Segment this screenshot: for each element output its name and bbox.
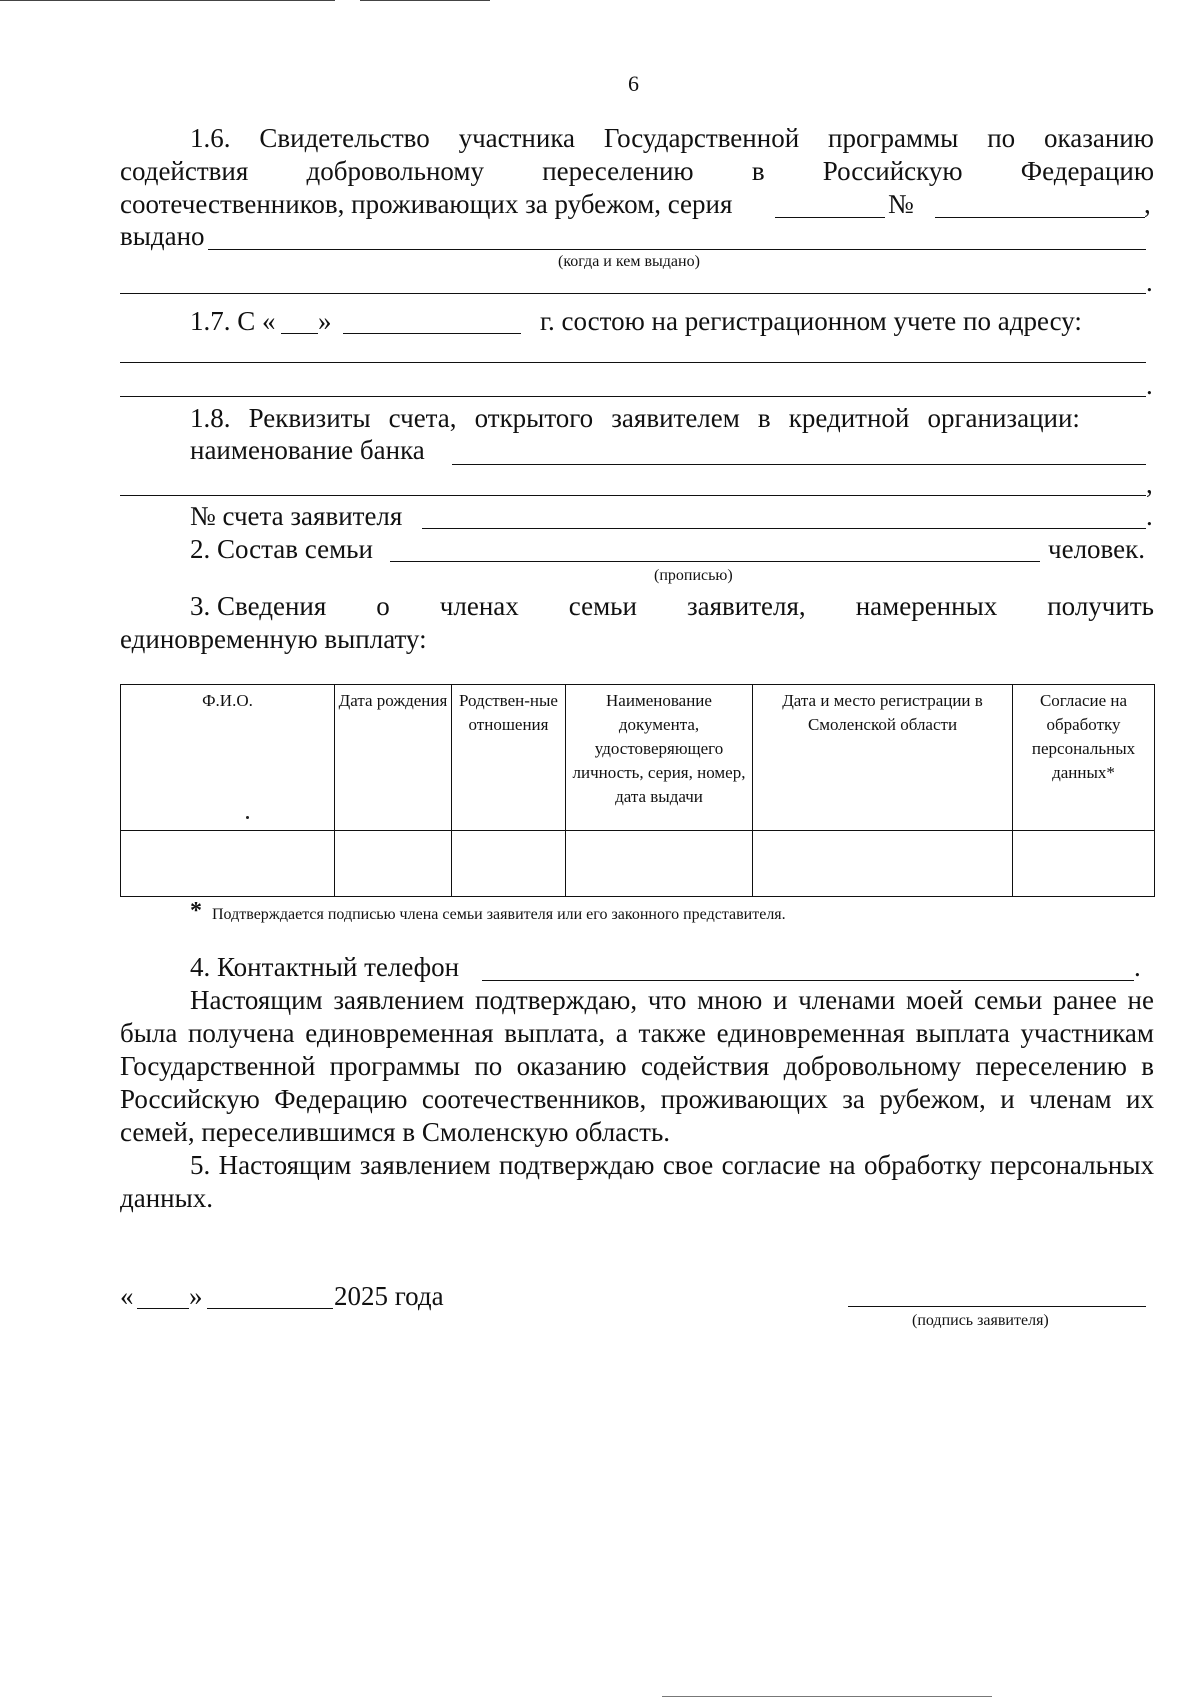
text-segment: программы [828, 123, 959, 153]
text-segment: семьи [568, 591, 637, 621]
contact-phone-field[interactable] [482, 980, 1134, 981]
registration-address-field[interactable] [120, 362, 1146, 363]
cell-registration[interactable] [753, 831, 1013, 897]
cell-relationship[interactable] [452, 831, 566, 897]
text-segment: Реквизиты [248, 403, 371, 433]
number-sign: № [888, 189, 914, 219]
text-segment: Свидетельство [259, 123, 430, 153]
scan-artifact-line [360, 0, 490, 1]
text-segment: переселению [542, 156, 694, 186]
text-segment: Федерацию [1020, 156, 1154, 186]
section-1-7-prefix: 1.7. С « [190, 306, 276, 336]
text-segment: членах [439, 591, 519, 621]
text-segment: заявителем [611, 403, 740, 433]
period: . [1146, 501, 1153, 531]
text-segment: открытого [474, 403, 594, 433]
section-1-6-line-2 [120, 155, 1154, 187]
footnote-text: Подтверждается подписью члена семьи заявителя или его законного представителя. [212, 906, 786, 923]
text-segment: участника [458, 123, 576, 153]
registration-day-field[interactable] [281, 333, 318, 334]
text-segment: Российскую [822, 156, 963, 186]
section-1-7-text: г. состою на регистрационном учете по адресу: [540, 306, 1082, 336]
table-header-row [121, 685, 1155, 831]
page-number: 6 [628, 71, 639, 96]
date-quote-close: » [189, 1281, 203, 1311]
text-segment: Государственной [603, 123, 800, 153]
period: . [1134, 952, 1141, 982]
family-members-table [120, 684, 1155, 897]
column-header-registration: Дата и место регистрации в Смоленской области [753, 685, 1013, 831]
text-segment: в [757, 403, 771, 433]
text-segment: оказанию [1044, 123, 1154, 153]
quote-close: » [318, 306, 332, 336]
text-segment: 1.6. [190, 123, 231, 153]
bank-name-field[interactable] [452, 464, 1146, 465]
period: . [1146, 267, 1153, 297]
comma: , [1146, 469, 1153, 499]
account-number-label: № счета заявителя [190, 501, 403, 531]
issued-field[interactable] [208, 249, 1146, 250]
consent-text: 5. Настоящим заявлением подтверждаю свое согласие на обработку персональных данных. [120, 1150, 1154, 1213]
text-segment: кредитной [788, 403, 910, 433]
cell-birth-date[interactable] [335, 831, 452, 897]
account-number-field[interactable] [422, 528, 1146, 529]
cell-fio[interactable] [121, 831, 335, 897]
text-segment: намеренных [855, 591, 998, 621]
scan-artifact-line [662, 1696, 992, 1697]
section-1-6-line-1 [190, 122, 1154, 154]
column-header-identity-document: Наименование документа, удостоверяющего личность, серия, номер, дата выдачи [566, 685, 753, 831]
date-quote-open: « [120, 1281, 134, 1311]
registration-address-field-2[interactable] [120, 396, 1146, 397]
scan-artifact-line [0, 0, 335, 1]
issued-label: выдано [120, 221, 205, 251]
section-1-8-line-1 [190, 402, 1080, 434]
issued-hint: (когда и кем выдано) [558, 253, 700, 270]
text-segment: получить [1047, 591, 1154, 621]
family-size-suffix: человек. [1048, 534, 1145, 564]
text-segment: 3. Сведения [190, 591, 327, 621]
signature-hint: (подпись заявителя) [912, 1312, 1049, 1329]
issued-field-continuation[interactable] [120, 293, 1146, 294]
text-segment: заявителя, [686, 591, 806, 621]
confirmation-text: Настоящим заявлением подтверждаю, что мною и членами моей семьи ранее не была получена единовременная выплата, а также единовременная выплата участникам Государственной программы по оказанию содействия добровольному переселению в Российскую Федерацию соотечественников, проживающих за рубежом, и членам их семей, переселившимся в Смоленскую область. [120, 985, 1154, 1147]
text-segment: счета, [388, 403, 457, 433]
bank-name-label: наименование банка [190, 435, 425, 465]
comma: , [1144, 189, 1151, 219]
section-3-line-1 [190, 590, 1154, 622]
consent-paragraph [120, 1149, 1154, 1215]
period: . [1146, 370, 1153, 400]
column-header-birth-date: Дата рождения [335, 685, 452, 831]
text-segment: 1.8. [190, 403, 231, 433]
section-1-6-series-label: соотечественников, проживающих за рубежом, серия [120, 189, 733, 219]
signature-day-field[interactable] [137, 1308, 189, 1309]
contact-phone-label: 4. Контактный телефон [190, 952, 460, 982]
cell-identity-document[interactable] [566, 831, 753, 897]
certificate-number-field[interactable] [935, 217, 1145, 218]
column-header-fio: Ф.И.О. [121, 685, 335, 831]
section-3-line-2: единовременную выплату: [120, 624, 427, 654]
text-segment: по [987, 123, 1016, 153]
text-segment: содействия [120, 156, 249, 186]
table-row [121, 831, 1155, 897]
registration-month-year-field[interactable] [343, 333, 521, 334]
year-text: 2025 года [334, 1281, 444, 1311]
column-header-relationship: Родствен-ные отношения [452, 685, 566, 831]
scan-dot [246, 816, 249, 819]
footnote-mark: * [190, 898, 202, 924]
column-header-consent: Согласие на обработку персональных данных* [1013, 685, 1155, 831]
family-size-label: 2. Состав семьи [190, 534, 373, 564]
cell-consent[interactable] [1013, 831, 1155, 897]
signature-field[interactable] [848, 1306, 1146, 1307]
text-segment: добровольному [306, 156, 484, 186]
family-size-hint: (прописью) [654, 567, 733, 584]
bank-name-field-2[interactable] [120, 495, 1146, 496]
text-segment: в [751, 156, 765, 186]
confirmation-paragraph [120, 984, 1154, 1149]
signature-month-field[interactable] [207, 1308, 333, 1309]
family-size-field[interactable] [390, 561, 1040, 562]
series-field[interactable] [775, 217, 885, 218]
text-segment: организации: [927, 403, 1080, 433]
text-segment: о [376, 591, 390, 621]
